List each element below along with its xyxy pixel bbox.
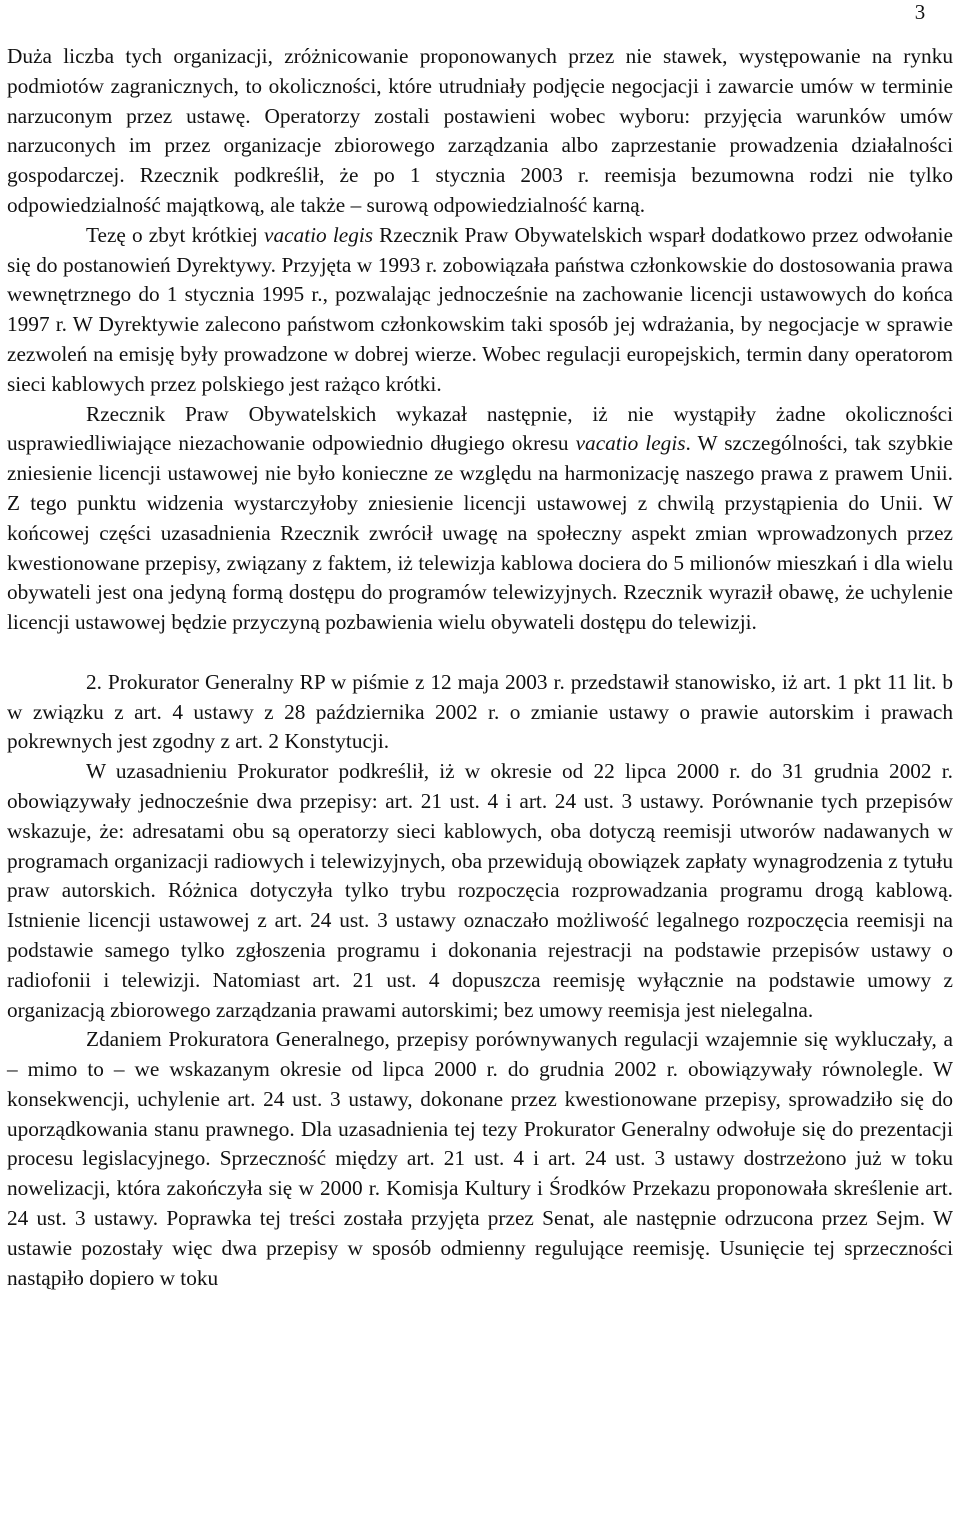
paragraph-text: Tezę o zbyt krótkiej: [86, 222, 264, 247]
paragraph-prokurator-justification: [7, 757, 953, 1025]
paragraph-vacatio-legis: [7, 221, 953, 400]
italic-term: vacatio legis: [575, 431, 686, 456]
paragraph-rzecznik-conclusion: [7, 400, 953, 638]
italic-term: vacatio legis: [264, 222, 374, 247]
paragraph-text: 2. Prokurator Generalny RP w piśmie z 12 maja 2003 r. przedstawił stanowisko, iż art. 1 pkt 11 lit. b w związku z art. 4 ustawy z 28 października 2002 r. o zmianie ustawy o prawie autorskim i prawach pokrewnych jest zgodny z art. 2 Konstytucji.: [7, 669, 953, 754]
paragraph-text: Rzecznik Praw Obywatelskich wykazał następnie, iż nie wystąpiły żadne okoliczności usprawiedliwiające niezachowanie odpowiednio długiego okresu: [7, 401, 953, 456]
paragraph-text: W uzasadnieniu Prokurator podkreślił, iż w okresie od 22 lipca 2000 r. do 31 grudnia 2002 r. obowiązywały jednocześnie dwa przepisy: art. 21 ust. 4 i art. 24 ust. 3 ustawy. Porównanie tych przepisów wskazuje, że: adresatami obu są operatorzy sieci kablowych, oba dotyczą reemisji utworów nadawanych w programach organizacji radiowych i telewizyjnych, oba przewidują obowiązek zapłaty wynagrodzenia z tytułu praw autorskich. Różnica dotyczyła tylko trybu rozpoczęcia rozprowadzania programu drogą kablową. Istnienie licencji ustawowej z art. 24 ust. 3 ustawy oznaczało możliwość legalnego rozpoczęcia reemisji na podstawie samego tylko zgłoszenia programu i dokonania rejestracji na podstawie przepisów ustawy o radiofonii i telewizji. Natomiast art. 21 ust. 4 dopuszcza reemisję wyłącznie na podstawie umowy z organizacją zbiorowego zarządzania prawami autorskimi; bez umowy reemisja jest nielegalna.: [7, 759, 953, 1022]
paragraph-text: Zdaniem Prokuratora Generalnego, przepisy porównywanych regulacji wzajemnie się wykluczały, a – mimo to – we wskazanym okresie od lipca 2000 r. do grudnia 2002 r. obowiązywały równolegle. W konsekwencji, uchylenie art. 24 ust. 3 ustawy, dokonane przez kwestionowane przepisy, sprowadziło się do uporządkowania stanu prawnego. Dla uzasadnienia tej tezy Prokurator Generalny odwołuje się do prezentacji procesu legislacyjnego. Sprzeczność między art. 21 ust. 4 i art. 24 ust. 3 ustawy dostrzeżono już w toku nowelizacji, która zakończyła się w 2000 r. Komisja Kultury i Środków Przekazu proponowała skreślenie art. 24 ust. 3 ustawy. Poprawka tej treści została przyjęta przez Senat, ale następnie odrzucona przez Sejm. W ustawie pozostały więc dwa przepisy w sposób odmienny regulujące reemisję. Usunięcie tej sprzeczności nastąpiło dopiero w toku: [7, 1027, 953, 1290]
paragraph-prokurator-opinion: [7, 1025, 953, 1293]
paragraph-text: Rzecznik Praw Obywatelskich wsparł dodatkowo przez odwołanie się do postanowień Dyrektywy. Przyjęta w 1993 r. zobowiązała państwa członkowskie do dostosowania prawa wewnętrznego do 1 stycznia 1995 r., pozwalając jednocześnie na zachowanie licencji ustawowych do końca 1997 r. W Dyrektywie zalecono państwom członkowskim taki sposób jej wdrażania, by negocjacje w sprawie zezwoleń na emisję były prowadzone w dobrej wierze. Wobec regulacji europejskich, termin dany operatorom sieci kablowych przez polskiego jest rażąco krótki.: [7, 222, 953, 396]
paragraph-text: . W szczególności, tak szybkie zniesienie licencji ustawowej nie było konieczne ze względu na harmonizację naszego prawa z prawem Unii. Z tego punktu widzenia wystarczyłoby zniesienie licencji ustawowej z chwilą przystąpienia do Unii. W końcowej części uzasadnienia Rzecznik zwrócił uwagę na społeczny aspekt zmian wprowadzonych przez kwestionowane przepisy, związany z faktem, iż telewizja kablowa dociera do 5 milionów mieszkań i dla wielu obywateli jest ona jedyną formą dostępu do programów telewizyjnych. Rzecznik wyraził obawę, że uchylenie licencji ustawowej będzie przyczyną pozbawienia wielu obywateli dostępu do telewizji.: [7, 431, 954, 635]
page-number: 3: [914, 0, 926, 24]
document-body: [7, 42, 953, 1293]
paragraph-prokurator-position: [7, 668, 953, 757]
paragraph-rzecznik-intro: [7, 42, 953, 221]
paragraph-text: Duża liczba tych organizacji, zróżnicowanie proponowanych przez nie stawek, występowanie na rynku podmiotów zagranicznych, to okoliczności, które utrudniały podjęcie negocjacji i zawarcie umów w terminie narzuconym przez ustawę. Operatorzy zostali postawieni wobec wyboru: przyjęcia warunków umów narzuconych im przez organizacje zbiorowego zarządzania albo zaprzestanie prowadzenia działalności gospodarczej. Rzecznik podkreślił, że po 1 stycznia 2003 r. reemisja bezumowna rodzi nie tylko odpowiedzialność majątkową, ale także – surową odpowiedzialność karną.: [7, 44, 953, 217]
